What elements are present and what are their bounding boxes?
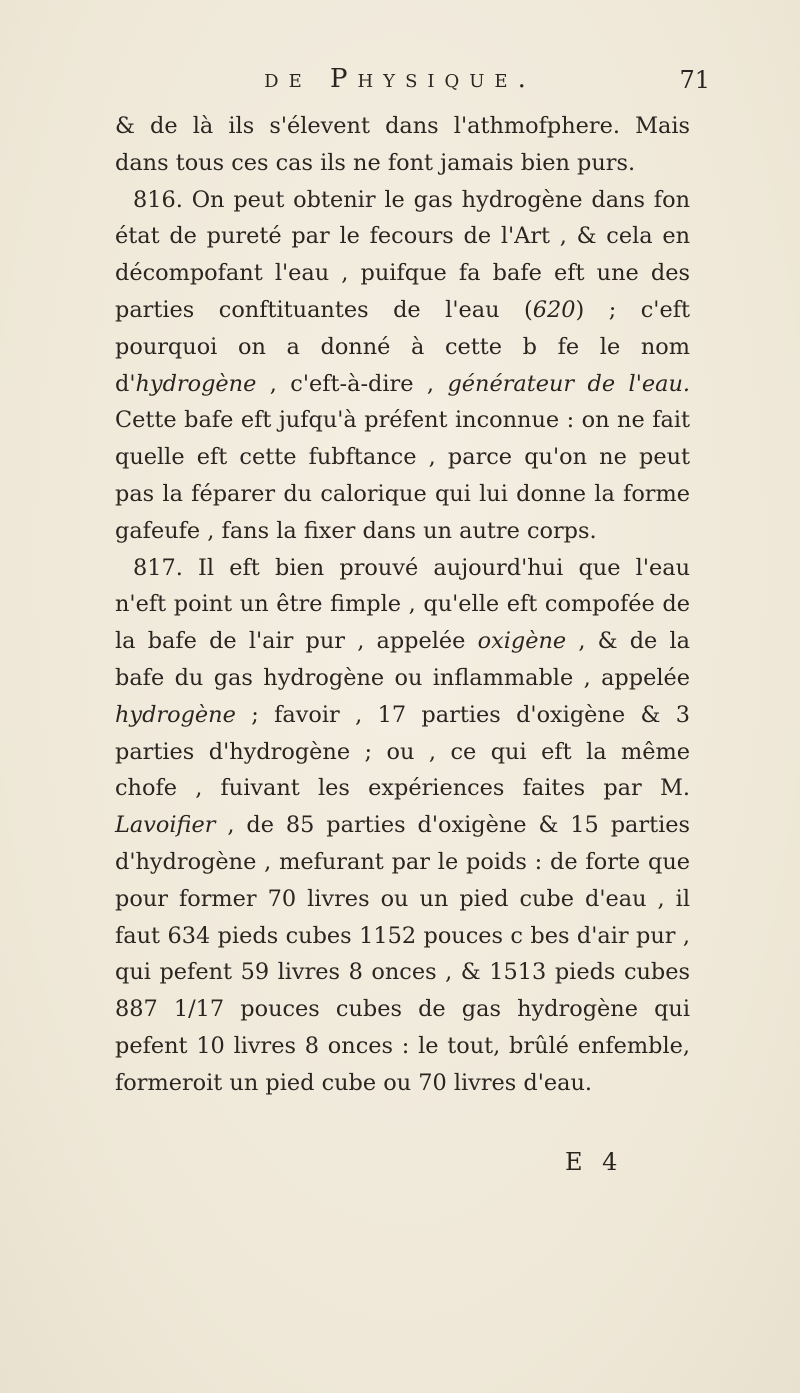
text-run: 817. Il eft bien prouvé aujourd'hui que l'eau n'eft point un être fimple , qu'elle eft compofée de la bafe de l'air pur , appelée: [115, 554, 690, 655]
italic-run: hydrogène: [115, 701, 236, 728]
italic-run: Lavoifier: [115, 812, 216, 839]
text-run: , c'eft-à-dire ,: [256, 370, 448, 397]
text-run: ; favoir , 17 parties d'oxigène & 3 parties d'hydrogène ; ou , ce qui eft la même chofe , fuivant les expériences faites par M.: [115, 701, 690, 802]
text-run: & de là ils s'élevent dans l'athmofphere. Mais dans tous ces cas ils ne font jamais bien purs.: [115, 113, 690, 176]
text-run: Cette bafe eft jufqu'à préfent inconnue : on ne fait quelle eft cette fubftance , parce qu'on ne peut pas la féparer du calorique qui lui donne la forme gafeufe , fans la fixer dans un autre corps.: [115, 407, 690, 544]
signature-mark: E 4: [565, 1148, 624, 1176]
italic-run: oxigène: [477, 628, 567, 655]
paragraph: [115, 108, 690, 182]
text-run: ) ; c'eft pourquoi on a donné à cette b fe le nom d': [115, 296, 691, 397]
body-text: [115, 108, 690, 1102]
paragraph: [115, 550, 690, 1102]
page-number: 71: [679, 66, 710, 94]
text-run: , de 85 parties d'oxigène & 15 parties d'hydrogène , mefurant par le poids : de forte que pour former 70 livres ou un pied cube d'eau , il faut 634 pieds cubes 1152 pouces c bes d'air pur , qui pefent 59 livres 8 onces , & 1513 pieds cubes 887 1/17 pouces cubes de gas hydrogène qui pefent 10 livres 8 onces : le tout, brûlé enfemble, formeroit un pied cube ou 70 livres d'eau.: [115, 812, 690, 1096]
paragraph: [115, 182, 690, 550]
italic-run: 620: [532, 296, 576, 323]
text-run: , & de la bafe du gas hydrogène ou inflammable , appelée: [115, 628, 690, 691]
italic-run: hydrogène: [135, 370, 257, 397]
italic-run: générateur de l'eau.: [447, 370, 690, 397]
running-title: de Physique.: [264, 64, 536, 94]
text-run: 816. On peut obtenir le gas hydrogène dans fon état de pureté par le fecours de l'Art , & cela en décompofant l'eau , puifque fa bafe eft une des parties conftituantes de l'eau (: [115, 186, 690, 323]
page-header: [90, 60, 710, 100]
